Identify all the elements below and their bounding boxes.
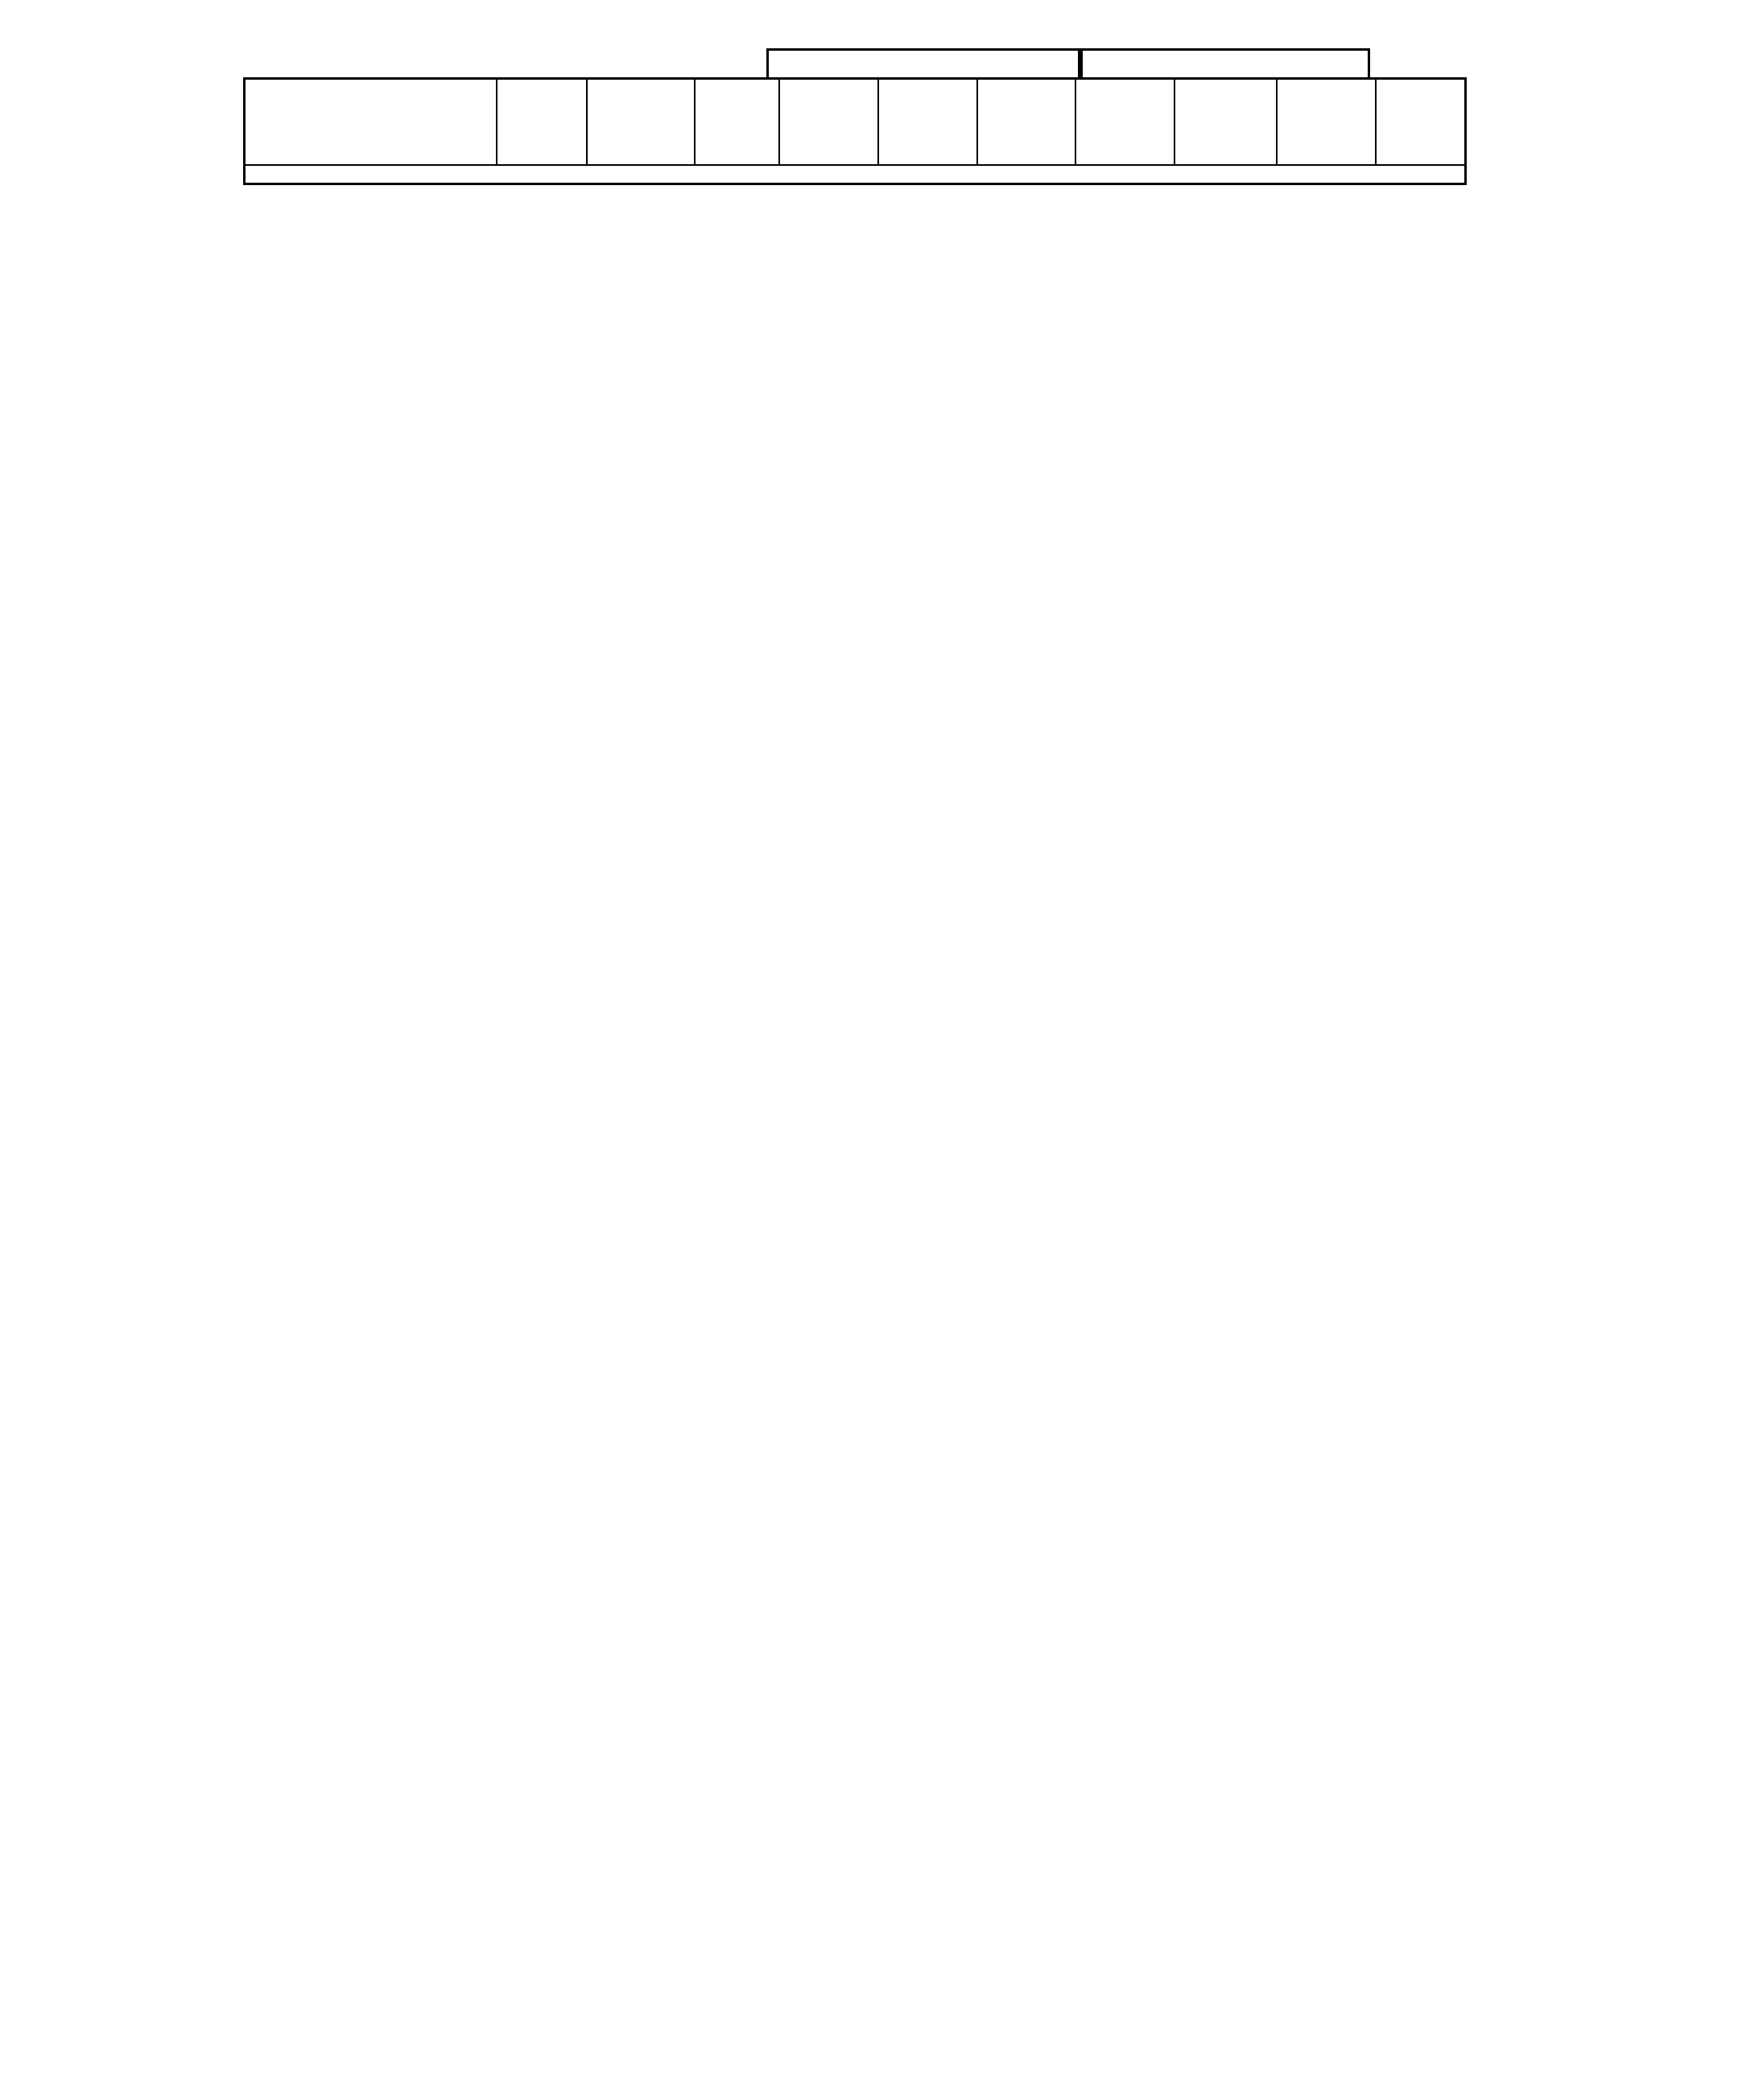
col-header-spacer <box>587 78 695 165</box>
col-header-wheel-offset <box>497 78 587 165</box>
col-header-ladder <box>1376 78 1466 165</box>
col-header-mm-in-to-in <box>1277 78 1376 165</box>
table-column-headers <box>243 77 1467 166</box>
span-header-mm <box>1080 48 1370 77</box>
span-header-inches <box>766 48 1080 77</box>
col-header-mm-out-to-out <box>1174 78 1277 165</box>
col-header-row-spacing <box>695 78 778 165</box>
col-header-mm-center-to-center <box>1075 78 1174 165</box>
col-header-in-center-to-center <box>779 78 878 165</box>
spanning-header-row <box>766 48 1370 77</box>
col-header-tire <box>244 78 497 165</box>
col-header-in-in-to-in <box>977 78 1076 165</box>
col-header-in-out-to-out <box>878 78 977 165</box>
